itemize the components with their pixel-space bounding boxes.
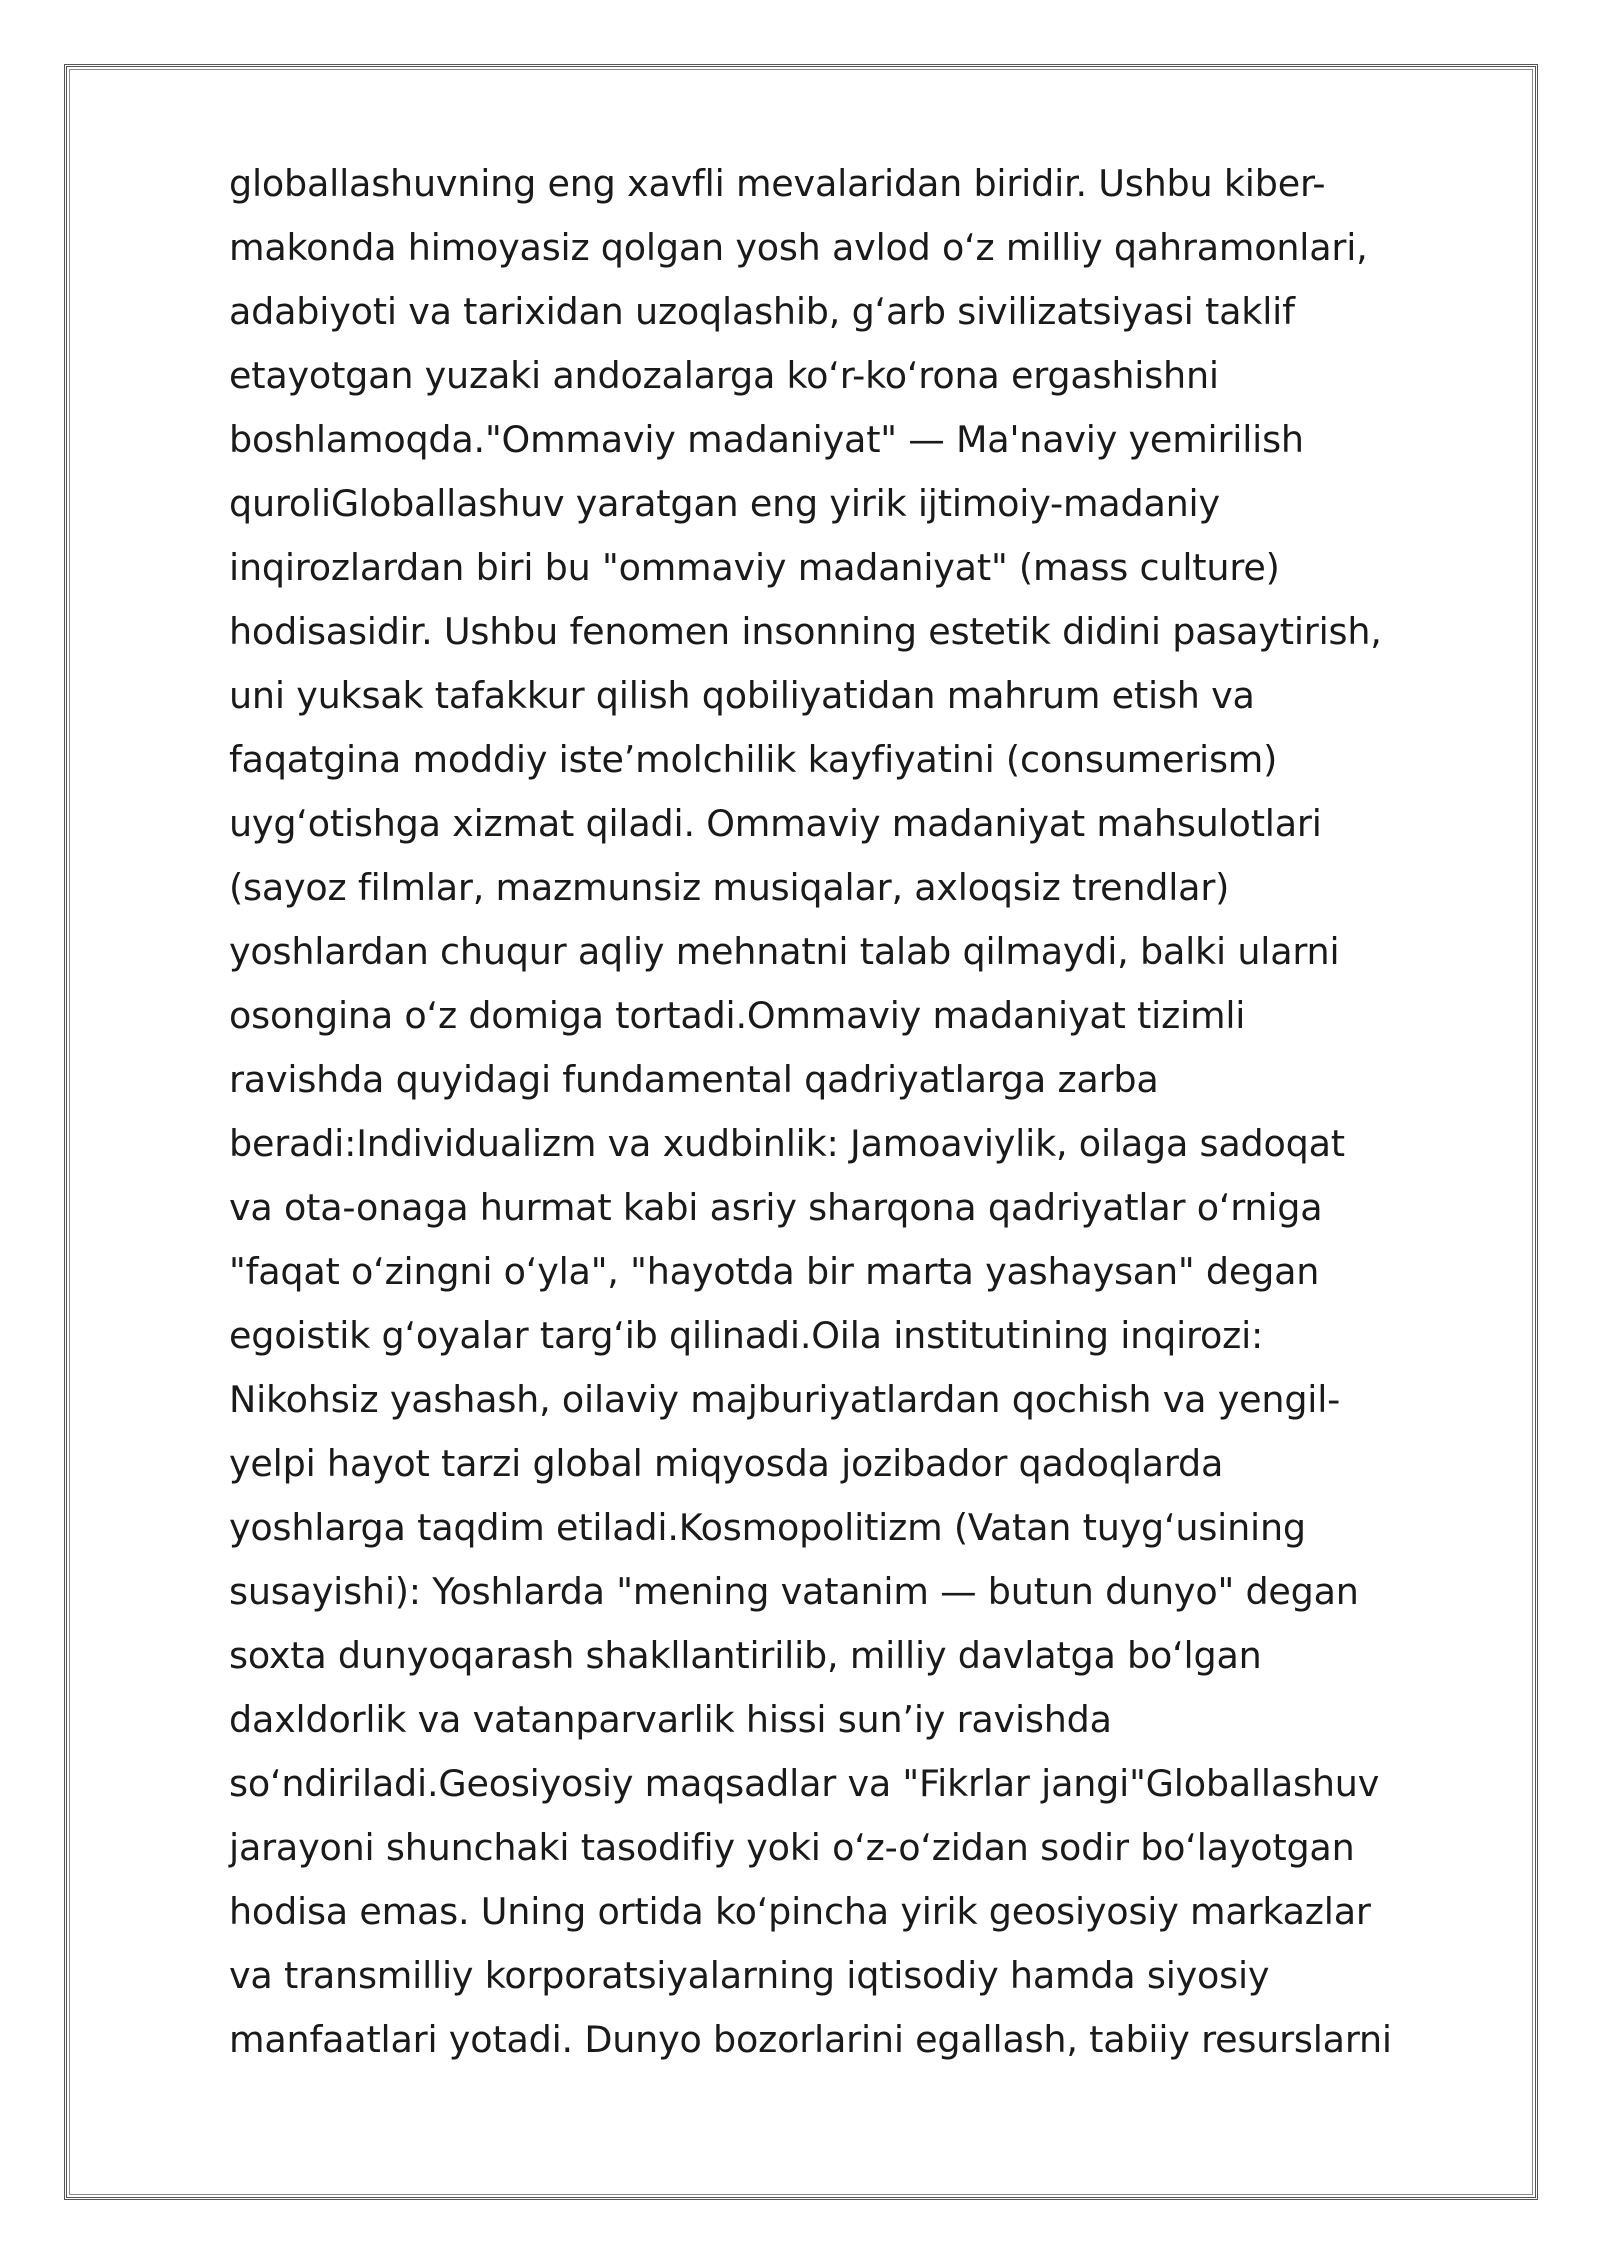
text-line: jarayoni shunchaki tasodifiy yoki oʻz-oʻzidan sodir boʻlayotgan	[229, 1826, 1355, 1869]
text-line: adabiyoti va tarixidan uzoqlashib, gʻarb sivilizatsiyasi taklif	[229, 290, 1295, 333]
text-line: manfaatlari yotadi. Dunyo bozorlarini egallash, tabiiy resurslarni	[229, 2018, 1392, 2061]
text-line: susayishi): Yoshlarda "mening vatanim — butun dunyo" degan	[229, 1570, 1359, 1613]
text-line: ravishda quyidagi fundamental qadriyatlarga zarba	[229, 1058, 1159, 1101]
text-line: hodisa emas. Uning ortida koʻpincha yirik geosiyosiy markazlar	[229, 1890, 1371, 1933]
text-line: yoshlardan chuqur aqliy mehnatni talab qilmaydi, balki ularni	[229, 930, 1340, 973]
text-line: quroliGloballashuv yaratgan eng yirik ijtimoiy-madaniy	[229, 482, 1220, 525]
text-line: uni yuksak tafakkur qilish qobiliyatidan mahrum etish va	[229, 674, 1255, 717]
text-line: (sayoz filmlar, mazmunsiz musiqalar, axloqsiz trendlar)	[229, 866, 1230, 909]
text-line: beradi:Individualizm va xudbinlik: Jamoaviylik, oilaga sadoqat	[229, 1122, 1345, 1165]
text-line: yoshlarga taqdim etiladi.Kosmopolitizm (Vatan tuygʻusining	[229, 1506, 1306, 1549]
text-line: soxta dunyoqarash shakllantirilib, milliy davlatga boʻlgan	[229, 1634, 1262, 1677]
text-line: soʻndiriladi.Geosiyosiy maqsadlar va "Fikrlar jangi"Globallashuv	[229, 1762, 1380, 1805]
text-line: faqatgina moddiy iste’molchilik kayfiyatini (consumerism)	[229, 738, 1278, 781]
text-line: globallashuvning eng xavfli mevalaridan biridir. Ushbu kiber-	[229, 162, 1326, 205]
text-line: Nikohsiz yashash, oilaviy majburiyatlardan qochish va yengil-	[229, 1378, 1341, 1421]
text-line: egoistik gʻoyalar targʻib qilinadi.Oila institutining inqirozi:	[229, 1314, 1264, 1357]
body-text	[229, 152, 1509, 2072]
text-line: boshlamoqda."Ommaviy madaniyat" — Ma'naviy yemirilish	[229, 418, 1304, 461]
text-line: inqirozlardan biri bu "ommaviy madaniyat" (mass culture)	[229, 546, 1280, 589]
text-line: daxldorlik va vatanparvarlik hissi sun’iy ravishda	[229, 1698, 1112, 1741]
text-line: etayotgan yuzaki andozalarga koʻr-koʻrona ergashishni	[229, 354, 1219, 397]
text-line: va transmilliy korporatsiyalarning iqtisodiy hamda siyosiy	[229, 1954, 1270, 1997]
text-line: makonda himoyasiz qolgan yosh avlod oʻz milliy qahramonlari,	[229, 226, 1368, 269]
text-line: yelpi hayot tarzi global miqyosda jozibador qadoqlarda	[229, 1442, 1224, 1485]
text-line: osongina oʻz domiga tortadi.Ommaviy madaniyat tizimli	[229, 994, 1246, 1037]
text-line: hodisasidir. Ushbu fenomen insonning estetik didini pasaytirish,	[229, 610, 1382, 653]
text-line: uygʻotishga xizmat qiladi. Ommaviy madaniyat mahsulotlari	[229, 802, 1322, 845]
text-line: va ota-onaga hurmat kabi asriy sharqona qadriyatlar oʻrniga	[229, 1186, 1323, 1229]
text-line: "faqat oʻzingni oʻyla", "hayotda bir marta yashaysan" degan	[229, 1250, 1320, 1293]
